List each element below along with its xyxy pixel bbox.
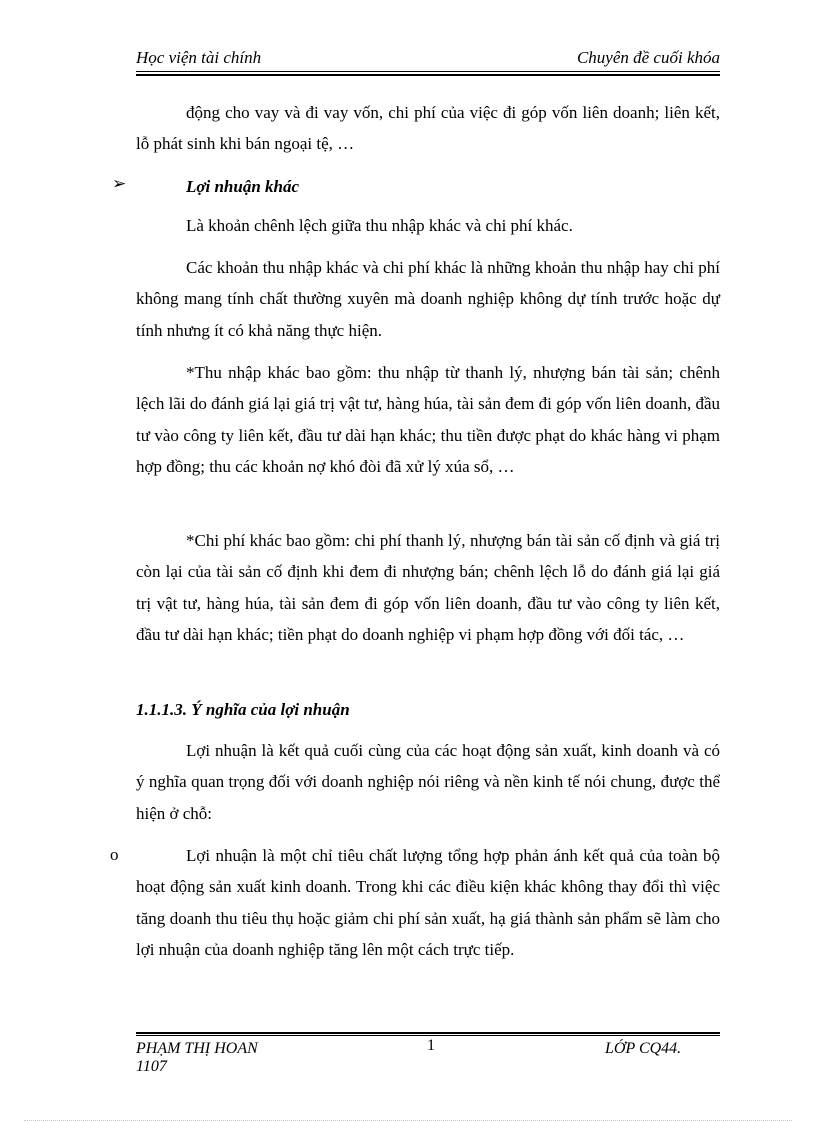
continuation-paragraph: động cho vay và đi vay vốn, chi phí của việc đi góp vốn liên doanh; liên kết, lỗ phát sinh khi bán ngoại tệ, … — [136, 103, 720, 154]
header-rule-thick — [136, 74, 720, 76]
paragraph-5: Lợi nhuận là kết quả cuối cùng của các hoạt động sản xuất, kinh doanh và có ý nghĩa quan trọng đối với doanh nghiệp nói riêng và nền kinh tế nói chung, được thể hiện ở chỗ: — [136, 741, 720, 823]
paragraph-4: *Chi phí khác bao gồm: chi phí thanh lý, nhượng bán tài sản cố định và giá trị còn lại của tài sản cố định khi đem đi nhượng bán; chênh lệch lỗ do đánh giá lại giá trị vật tư, hàng húa, tài sản đem đi góp vốn liên doanh, đầu tư vào công ty liên kết, đầu tư dài hạn khác; tiền phạt do doanh nghiệp vi phạm hợp đồng với đối tác, … — [136, 531, 720, 644]
subsection-title: 1.1.1.3. Ý nghĩa của lợi nhuận — [136, 700, 350, 719]
circle-bullet-icon: o — [110, 845, 119, 864]
arrow-bullet-icon: ➢ — [112, 174, 127, 193]
paragraph-2: Các khoản thu nhập khác và chi phí khác là những khoản thu nhập hay chi phí không mang tính chất thường xuyên mà doanh nghiệp không dự tính trước hoặc dự tính nhưng ít có khả năng thực hiện. — [136, 258, 720, 340]
footer-class: LỚP CQ44. — [605, 1040, 682, 1057]
paragraph-1: Là khoản chênh lệch giữa thu nhập khác và chi phí khác. — [186, 216, 573, 235]
footer-author-number: 1107 — [136, 1058, 167, 1075]
page-number: 1 — [427, 1037, 435, 1054]
header-right: Chuyên đề cuối khóa — [576, 48, 720, 67]
footer-author: PHẠM THỊ HOAN — [136, 1040, 258, 1057]
section-title: Lợi nhuận khác — [186, 177, 300, 196]
footer-rule-thin — [136, 1035, 720, 1036]
page-bottom-dotted-line — [24, 1120, 792, 1121]
paragraph-3: *Thu nhập khác bao gồm: thu nhập từ thanh lý, nhượng bán tài sản; chênh lệch lãi do đánh giá lại giá trị vật tư, hàng húa, tài sản đem đi góp vốn liên doanh, đầu tư vào công ty liên kết, đầu tư dài hạn khác; thu tiền được phạt do khác hàng vi phạm hợp đồng; thu các khoản nợ khó đòi đã xử lý xúa sổ, … — [136, 363, 720, 476]
paragraph-6: Lợi nhuận là một chỉ tiêu chất lượng tổng hợp phản ánh kết quả của toàn bộ hoạt động sản xuất kinh doanh. Trong khi các điều kiện khác không thay đổi thì việc tăng doanh thu tiêu thụ hoặc giảm chi phí sản xuất, hạ giá thành sản phẩm sẽ làm cho lợi nhuận của doanh nghiệp tăng lên một cách trực tiếp. — [136, 846, 720, 959]
header-left: Học viện tài chính — [136, 48, 262, 67]
footer-rule-thick — [136, 1032, 720, 1034]
header-rule-thin — [136, 71, 720, 72]
